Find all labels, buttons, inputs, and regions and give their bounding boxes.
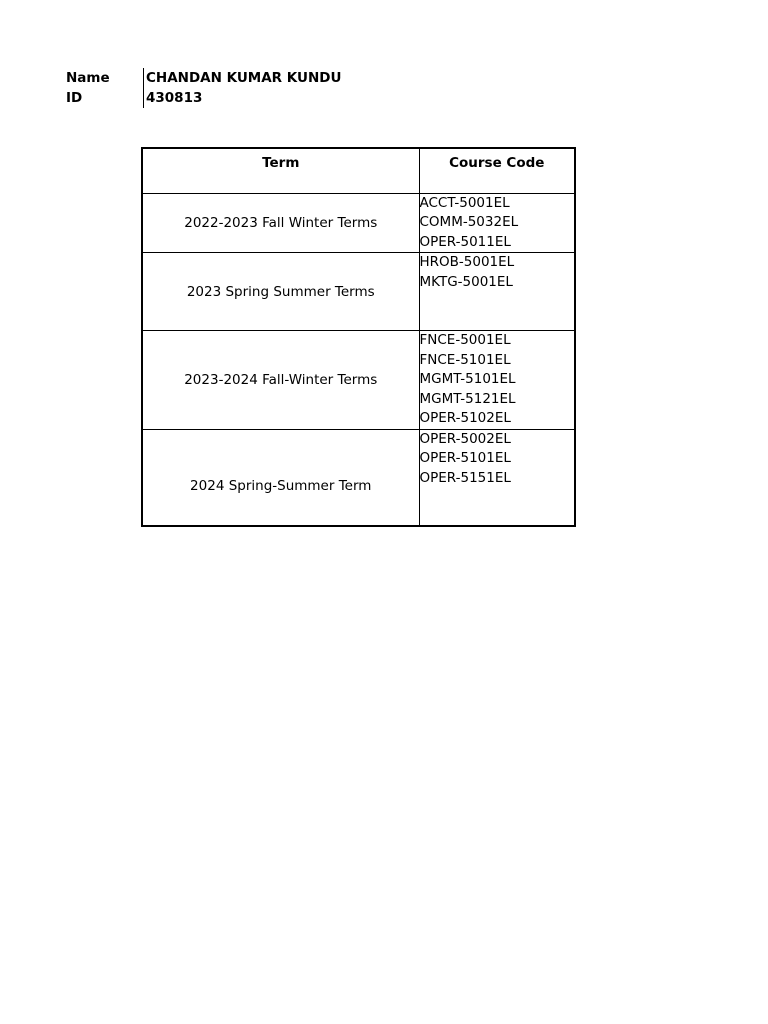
course-code: OPER-5151EL (419, 469, 511, 486)
table-row (142, 331, 575, 430)
term-cell: 2023-2024 Fall-Winter Terms (142, 331, 419, 430)
course-code: FNCE-5001EL (419, 332, 511, 348)
course-code-cell (419, 429, 575, 526)
course-code-cell (419, 253, 575, 331)
name-row (66, 68, 341, 88)
id-label: ID (66, 90, 83, 106)
name-label: Name (66, 70, 110, 86)
student-info (66, 68, 341, 108)
name-value: CHANDAN KUMAR KUNDU (143, 68, 341, 88)
id-row (66, 88, 341, 108)
term-header: Term (142, 148, 419, 193)
course-code: FNCE-5101EL (419, 351, 511, 368)
course-code: MGMT-5101EL (419, 371, 516, 387)
course-code-cell (419, 331, 575, 430)
course-code: ACCT-5001EL (419, 194, 510, 211)
table-row (142, 253, 575, 331)
course-table (141, 147, 576, 527)
course-code: MGMT-5121EL (419, 390, 516, 407)
id-value: 430813 (143, 88, 202, 108)
table-row (142, 193, 575, 253)
course-code: OPER-5011EL (419, 233, 511, 250)
course-code: COMM-5032EL (419, 214, 519, 230)
course-code: MKTG-5001EL (419, 273, 513, 290)
course-code: OPER-5101EL (419, 450, 511, 466)
course-code-cell (419, 193, 575, 253)
table-row (142, 429, 575, 526)
term-cell: 2024 Spring-Summer Term (142, 429, 419, 526)
course-code: OPER-5002EL (419, 430, 511, 447)
term-cell: 2023 Spring Summer Terms (142, 253, 419, 331)
course-code: HROB-5001EL (419, 254, 515, 270)
course-code-header: Course Code (419, 148, 575, 193)
course-code: OPER-5102EL (419, 410, 511, 426)
term-cell: 2022-2023 Fall Winter Terms (142, 193, 419, 253)
table-header-row (142, 148, 575, 193)
